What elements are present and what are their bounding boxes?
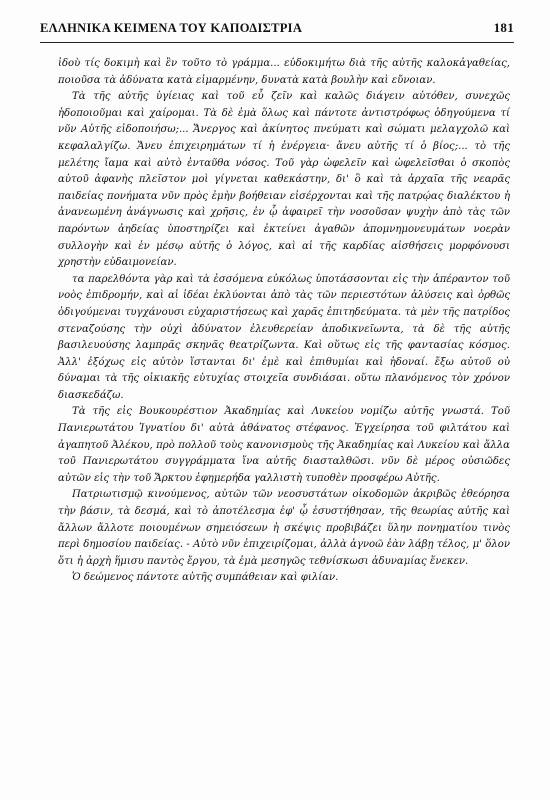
page-number: 181 xyxy=(493,20,514,35)
paragraph-1: ἰδοὺ τίς δοκιμὴ καὶ ἓν τοῦτο τὸ γράμμα... εὐδοκιμήτω διὰ τῆς αὐτῆς καλοκἀγαθείας, ποιοῦσα τὰ ἀδύνατα κατὰ εἱμαρμένην, δυνατὰ κατὰ βουλὴν καὶ εὔνοιαν. xyxy=(58,58,510,86)
letter-body xyxy=(58,56,510,587)
closing-line: Ὁ δεώμενος πάντοτε αὐτῆς συμπάθειαν καὶ φιλίαν. xyxy=(72,572,339,584)
paragraph-2: Τὰ τῆς αὐτῆς ὑγίειας καὶ τοῦ εὖ ζεῖν καὶ καλῶς διάγειν αὐτόθεν, συνεχῶς ἡδοποιοῦμαι καὶ χαίρομαι. Τὰ δὲ ἐμὰ ὅλως καὶ πάντοτε ἀντιστρόφως ὁδηγούμενα τί νῦν Αὐτῆς εἰδοποιήσω;... Ἄνεργος καὶ ἀκίνητος πνεύματι καὶ σώματι μελαγχολῶ καὶ κεφαλαλγίζω. Ἄνευ ἐπιχειρημάτων τί ἡ ἐνέργεια· ἄνευ αὐτῆς τί ὁ βίος;... τὸ τῆς μελέτης ἴαμα καὶ αὐτὸ ἐνταῦθα νόσος. Τοῦ γὰρ ὠφελεῖν καὶ ὠφελεῖσθαι ὁ σκοπὸς αὐτοῦ ἀφανὴς πλεῖστον μοὶ γίγνεται καθεκάστην, δι' ὃ καὶ τὰ ἀρχαῖα τῆς νεαρᾶς παιδείας πονήματα νῦν πρὸς ἐμὴν βοήθειαν εἰσέρχονται καὶ τῆς πατρῴας διαλέκτου ἡ ἀνανεωμένη ἀνάγνωσις καὶ χρῆσις, ἐν ᾧ ἀφαιρεῖ τὴν νοσοῦσαν ψυχὴν ἀπὸ τὰς τῶν παρόντων ἀηδείας ὑποστηρίζει καὶ ἐκτείνει ἀγαθῶν ἀπομνημονευμάτων νοερὰν συλλογὴν καὶ ἐν μέσῳ αὐτῆς ὁ λόγος, καὶ αἱ τῆς καρδίας αἰσθήσεις μορφόνουσι χρηστὴν εὐδαιμονείαν. xyxy=(58,91,510,269)
running-header xyxy=(40,20,514,40)
paragraph-5: Πατριωτισμῷ κινούμενος, αὐτῶν τῶν νεοσυστάτων οἰκοδομῶν ἀκριβῶς ἐθεόρησα τὴν βάσιν, τὰ δεσμά, καὶ τὸ ἀποτέλεσμα ἐφ' ᾧ ἐσυστήθησαν, τῆς θεωρίας αὐτῆς καὶ ἄλλων ἄλλοτε ποιουμένων σημειόσεων ἡ σκέψις προβιβάζει ὕλην πονηματίου τινὸς περὶ δημοσίου παιδείας. - Αὐτὸ νῦν ἐπιχειρίζομαι, ἀλλὰ ἀγνοῶ ἐὰν λάβῃ τέλος, μ' ὅλον ὅτι ἡ ἀρχὴ ἥμισυ παντὸς ἔργου, τὰ ἐμὰ μεσηγῶς τεθνίσκωσι ἀδυναμίας ἕνεκεν. xyxy=(58,489,510,567)
running-title: ΕΛΛΗΝΙΚΑ ΚΕΙΜΕΝΑ ΤΟΥ ΚΑΠΟΔΙΣΤΡΙΑ xyxy=(40,21,303,35)
paragraph-3: τα παρελθόντα γὰρ καὶ τὰ ἐσσόμενα εὐκόλως ὑποτάσσονται εἰς τὴν ἀπέραντον τοῦ νοὸς ἐπιδρομήν, καὶ αἱ ἰδέαι ἐκλύονται ἀπὸ τὰς τῶν περιεστότων ἁλύσεις καὶ ὀρθῶς ὁδιγούμεναι τυγχάνουσι εὐχαριστήσεως καὶ χαρᾶς ἐπιτηδεύματα. τὰ μὲν τῆς πατρίδος στεναζούσης τὴν οὐχὶ ἀδύνατον ἐλευθερείαν ἀποδικνεῖωντα, τὰ δὲ τῆς αὐτῆς βασιλευούσης λαμπρᾶς σκηνᾶς θεατρίζωντα. Καὶ οὕτως εἰς τῆς φαντασίας κόσμος. Ἀλλ' ἐξόχως εἰς αὐτὸν ἵστανται δι' ἐμὲ καὶ ἐπιθυμίαι καὶ ἡδοναί. ἔξω αὐτοῦ οὐ δύναμαι τὰ τῆς οἰκιακῆς εὐτυχίας στοιχεῖα συνδιάσαι. οὕτω πλανόμενος τὸν χρόνον διασκεδάζω. xyxy=(58,273,510,401)
header-rule xyxy=(40,42,514,43)
paragraph-4: Τὰ τῆς εἰς Βουκουρέστιον Ἀκαδημίας καὶ Λυκείου νομίζω αὐτῆς γνωστά. Τοῦ Πανιερωτάτου Ἰγνατίου δι' αὐτὰ ἀθάνατος στέφανος. Ἐγχείρησα τοῦ φιλτάτου καὶ ἀγαπητοῦ Ἀλέκου, πρὸ πολλοῦ τοὺς κανονισμοὺς τῆς Ἀκαδημίας καὶ Λυκείου καὶ ἄλλα τοῦ Πανιερωτάτου συγγράμματα ἵνα αὐτῆς διασταλθῶσι. νῦν δὲ μέρος οὐσιῶδες αὐτῶν εἰς τὴν τοῦ Ἄρκτου ἐφημερήδα γαλλιστὴ τυποθὲν προσφέρω Αὐτῆς. xyxy=(58,406,510,484)
